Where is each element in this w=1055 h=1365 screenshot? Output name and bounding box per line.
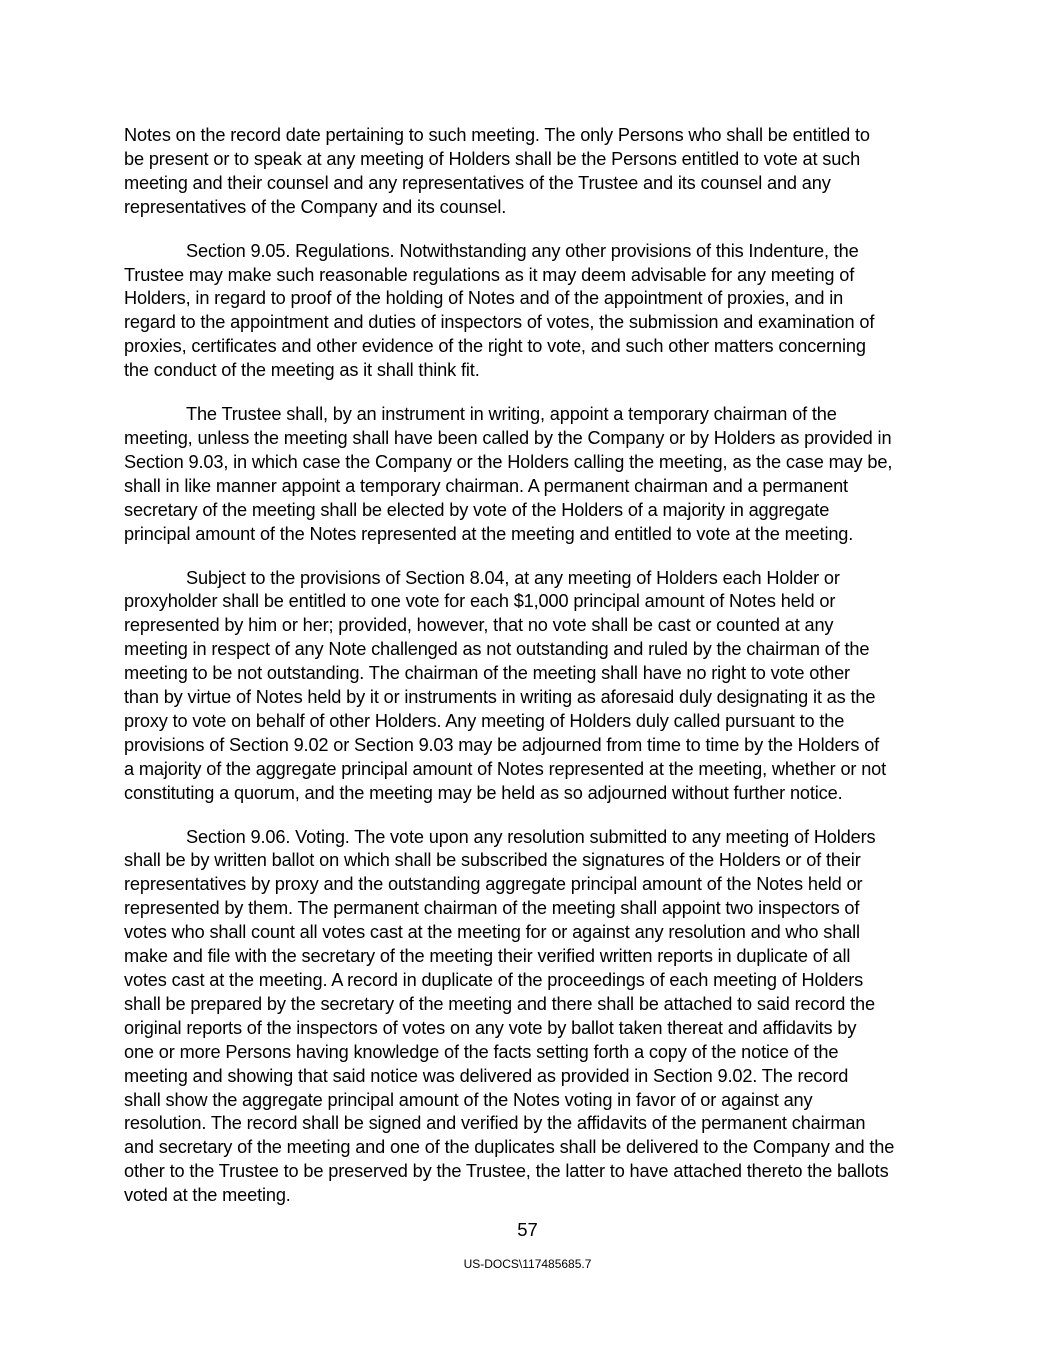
paragraph-voting-rights: Subject to the provisions of Section 8.04, at any meeting of Holders each Holder or proxyholder shall be entitled to one vote for each $1,000 principal amount of Notes held or represented by him or her; provided, however, that no vote shall be cast or counted at any meeting in respect of any Note challenged as not outstanding and ruled by the chairman of the meeting to be not outstanding. The chairman of the meeting shall have no right to vote other than by virtue of Notes held by it or instruments in writing as aforesaid duly designating it as the proxy to vote on behalf of other Holders. Any meeting of Holders duly called pursuant to the provisions of Section 9.02 or Section 9.03 may be adjourned from time to time by the Holders of a majority of the aggregate principal amount of Notes represented at the meeting, whether or not constituting a quorum, and the meeting may be held as so adjourned without further notice. [124,567,887,803]
document-id-footer: US-DOCS\117485685.7 [463,1257,592,1271]
paragraph-section-9-06: Section 9.06. Voting. The vote upon any resolution submitted to any meeting of Holders shall be by written ballot on which shall be subscribed the signatures of the Holders or of their representatives by proxy and the outstanding aggregate principal amount of the Notes held or represented by them. The permanent chairman of the meeting shall appoint two inspectors of votes who shall count all votes cast at the meeting for or against any resolution and who shall make and file with the secretary of the meeting their verified written reports in duplicate of all votes cast at the meeting. A record in duplicate of the proceedings of each meeting of Holders shall be prepared by the secretary of the meeting and there shall be attached to said record the original reports of the inspectors of votes on any vote by ballot taken thereat and affidavits by one or more Persons having knowledge of the facts setting forth a copy of the notice of the meeting and showing that said notice was delivered as provided in Section 9.02. The record shall show the aggregate principal amount of the Notes voting in favor of or against any resolution. The record shall be signed and verified by the affidavits of the permanent chairman and secretary of the meeting and one of the duplicates shall be delivered to the Company and the other to the Trustee to be preserved by the Trustee, the latter to have attached thereto the ballots voted at the meeting. [124,826,895,1206]
document-body [124,124,934,1228]
paragraph-continuation: Notes on the record date pertaining to such meeting. The only Persons who shall be entitled to be present or to speak at any meeting of Holders shall be the Persons entitled to vote at such meeting and their counsel and any representatives of the Trustee and its counsel and any representatives of the Company and its counsel. [124,125,870,217]
paragraph-section-9-05: Section 9.05. Regulations. Notwithstanding any other provisions of this Indenture, the Trustee may make such reasonable regulations as it may deem advisable for any meeting of Holders, in regard to proof of the holding of Notes and of the appointment of proxies, and in regard to the appointment and duties of inspectors of votes, the submission and examination of proxies, certificates and other evidence of the right to vote, and such other matters concerning the conduct of the meeting as it shall think fit. [124,240,875,381]
page-number: 57 [517,1219,538,1240]
paragraph-temporary-chairman: The Trustee shall, by an instrument in writing, appoint a temporary chairman of the meeting, unless the meeting shall have been called by the Company or by Holders as provided in Section 9.03, in which case the Company or the Holders calling the meeting, as the case may be, shall in like manner appoint a temporary chairman. A permanent chairman and a permanent secretary of the meeting shall be elected by vote of the Holders of a majority in aggregate principal amount of the Notes represented at the meeting and entitled to vote at the meeting. [124,404,893,544]
